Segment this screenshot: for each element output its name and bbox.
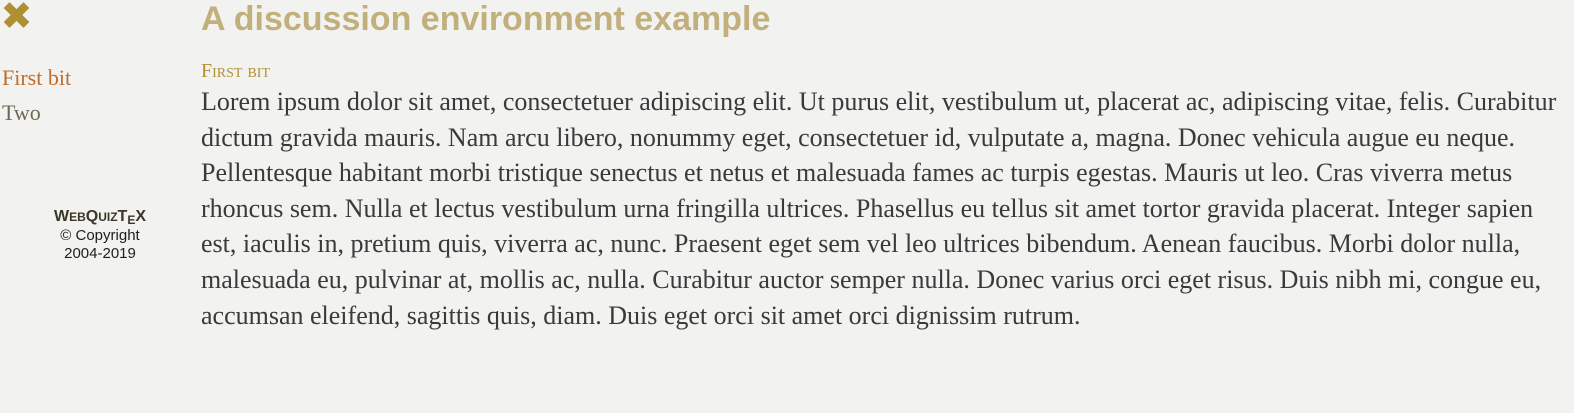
main-content [201, 0, 1568, 333]
copyright-line: © Copyright [60, 226, 140, 244]
close-icon [2, 1, 31, 29]
sidebar-nav [2, 60, 198, 130]
logo-part: W [53, 208, 70, 225]
close-button[interactable] [2, 1, 31, 29]
logo-part: EB [69, 210, 86, 224]
section-heading: First bit [201, 60, 271, 82]
page-title: A discussion environment example [201, 0, 771, 38]
logo-part: T [117, 208, 128, 225]
sidebar-footer [0, 208, 200, 264]
logo-part: UIZ [98, 210, 118, 224]
copyright-years: 2004-2019 [64, 245, 136, 262]
body-paragraph: Lorem ipsum dolor sit amet, consectetuer adipiscing elit. Ut purus elit, vestibulum ut, placerat ac, adipiscing vitae, felis. Curabitur dictum gravida mauris. Nam arcu libero, nonummy eget, consectetuer id, vulputate a, magna. Donec vehicula augue eu neque. Pellentesque habitant morbi tristique senectus et netus et malesuada fames ac turpis egestas. Mauris ut leo. Cras viverra metus rhoncus sem. Nulla et lectus vestibulum urna fringilla ultrices. Phasellus eu tellus sit amet tortor gravida placerat. Integer sapien est, iaculis in, pretium quis, viverra ac, nunc. Praesent eget sem vel leo ultrices bibendum. Aenean faucibus. Morbi dolor nulla, malesuada eu, pulvinar at, mollis ac, nulla. Curabitur auctor semper nulla. Donec varius orci eget risus. Duis nibh mi, congue eu, accumsan eleifend, sagittis quis, diam. Duis eget orci sit amet orci dignissim rutrum. [201, 87, 1557, 330]
logo-part: E [127, 213, 136, 227]
webquiztex-logo [0, 208, 200, 227]
sidebar-item-two[interactable]: Two [2, 100, 41, 125]
sidebar-item-first-bit[interactable]: First bit [2, 65, 72, 90]
logo-part: Q [85, 208, 99, 225]
logo-part: X [135, 208, 147, 225]
